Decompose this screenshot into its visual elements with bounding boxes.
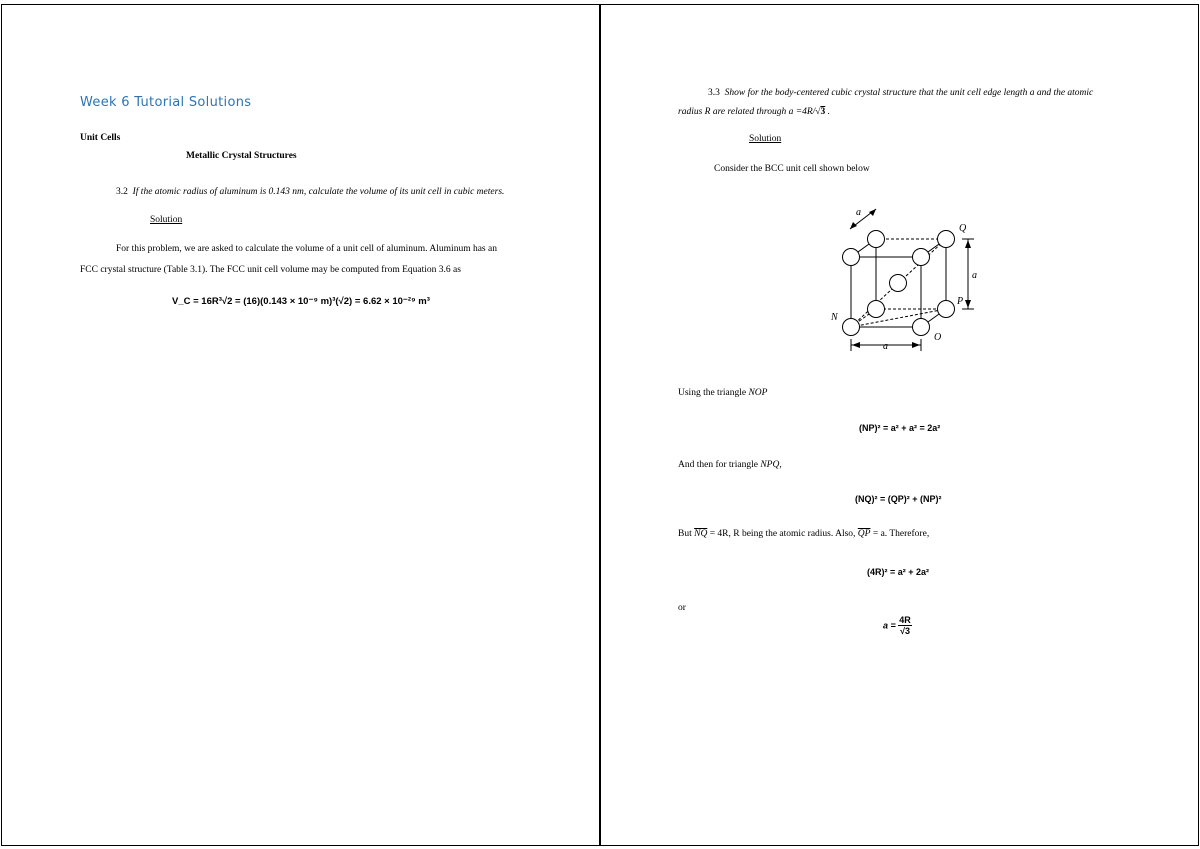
label-a-bottom: a (883, 341, 888, 352)
arrowhead (869, 209, 876, 216)
atom-corner-Q (938, 231, 955, 248)
problem-text: If the atomic radius of aluminum is 0.143 nm, calculate the volume of its unit cell in cubic meters. (132, 187, 505, 197)
label-a-right: a (972, 270, 977, 281)
diagonal-NP (851, 309, 946, 327)
but-text: But $\overline{NQ} = 4R$, R being the atomic radius. Also, $\overline{QP} = a$. Therefore, (678, 529, 930, 539)
fraction-numerator: 4R (899, 615, 911, 625)
equation-unit-cell-volume: V_C = 16R³√2 = (16)(0.143 × 10⁻⁹ m)³(√2) = 6.62 × 10⁻²⁹ m³ (172, 296, 430, 307)
arrowhead (912, 342, 920, 348)
consider-text: Consider the BCC unit cell shown below (714, 164, 870, 174)
document-page-left (1, 4, 600, 846)
fraction (898, 615, 912, 636)
equation-a: a = $\frac{4R}{√3}$ (883, 615, 911, 636)
problem-3-3-line1 (708, 88, 1093, 98)
label-Q: Q (959, 223, 967, 234)
subsection-heading: Metallic Crystal Structures (186, 151, 297, 161)
equation-NQ: (NQ)² = (QP)² + (NP)² (855, 494, 942, 504)
using-triangle-text: Using the triangle NOP (678, 388, 768, 398)
atom-body-center (890, 275, 907, 292)
then-triangle-text: And then for triangle NPQ, (678, 460, 782, 470)
arrowhead (965, 300, 971, 308)
arrowhead (965, 240, 971, 248)
fraction-denominator: √3 (900, 626, 911, 636)
cube-back-face (876, 239, 946, 309)
or-text: or (678, 603, 686, 613)
atom-corner-P (938, 301, 955, 318)
arrowhead (852, 342, 860, 348)
bcc-unit-cell-figure (826, 195, 986, 360)
sqrt-radicand: 3 (820, 107, 826, 117)
problem-3-2 (116, 187, 504, 197)
label-a-top: a (856, 207, 861, 218)
problem-number: 3.3 (708, 88, 720, 98)
problem-number: 3.2 (116, 187, 128, 197)
triangle-NPQ: NPQ (760, 460, 780, 470)
equation-4R: (4R)² = a² + 2a² (867, 567, 930, 577)
arrowhead (850, 222, 857, 229)
problem-text: radius R are related through a =4R/ (678, 107, 816, 117)
paragraph-line: For this problem, we are asked to calculate the volume of a unit cell of aluminum. Aluminum has an (116, 244, 497, 254)
atom-corner (843, 249, 860, 266)
solution-label: Solution (150, 215, 183, 225)
document-page-right (600, 4, 1199, 846)
segment-QP: $\overline{QP}$ (857, 529, 871, 539)
paragraph-line: FCC crystal structure (Table 3.1). The FCC unit cell volume may be computed from Equation 3.6 as (80, 265, 461, 275)
triangle-NOP: NOP (748, 388, 768, 398)
sqrt-symbol: √3 (815, 107, 826, 117)
atom-corner-N (843, 319, 860, 336)
label-O: O (934, 332, 942, 343)
cube-front-face (851, 257, 921, 327)
problem-text: Show for the body-centered cubic crystal structure that the unit cell edge length a and the atomic (724, 88, 1094, 98)
label-N: N (831, 312, 838, 323)
atom-corner (868, 231, 885, 248)
equation-NP: (NP)² = a² + a² = 2a² (859, 423, 941, 433)
section-heading: Unit Cells (80, 133, 121, 143)
segment-NQ: $\overline{NQ}$ (694, 529, 708, 539)
solution-label: Solution (749, 134, 782, 144)
problem-3-3-line2: radius R are related through a =4R/√3 . (678, 107, 831, 117)
label-P: P (957, 296, 964, 307)
atom-corner (868, 301, 885, 318)
page-title: Week 6 Tutorial Solutions (80, 95, 252, 110)
atom-corner-O (913, 319, 930, 336)
atom-corner (913, 249, 930, 266)
